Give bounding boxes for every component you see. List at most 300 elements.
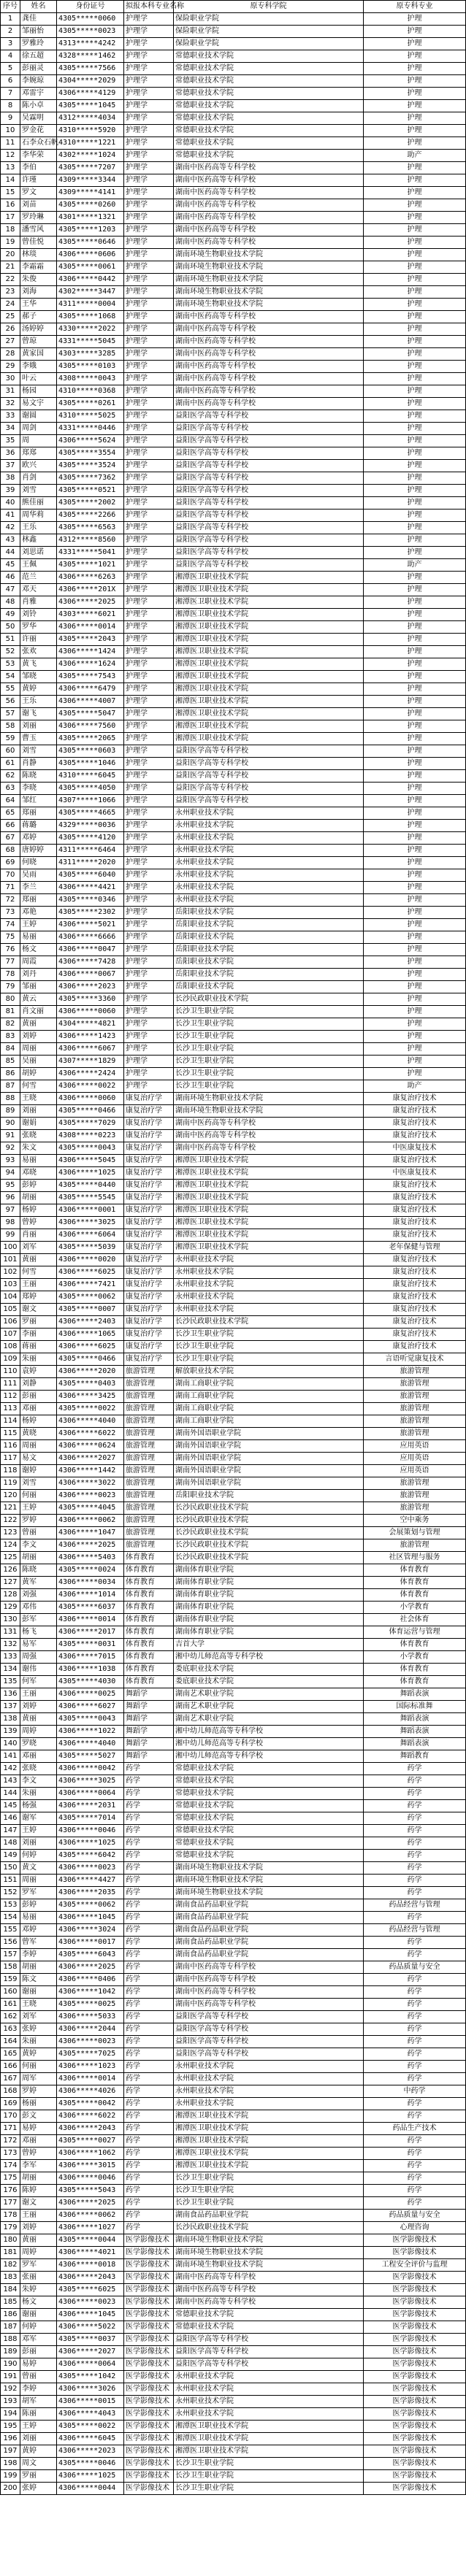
id-number: 4306*****3025	[57, 1775, 124, 1788]
student-name: 邓艳	[20, 907, 57, 919]
row-number: 33	[1, 410, 20, 423]
original-major: 应用英语	[364, 1453, 466, 1465]
student-name: 李兰	[20, 882, 57, 894]
row-number: 88	[1, 1093, 20, 1105]
original-college: 湘潭医卫职业技术学院	[174, 634, 364, 646]
table-row	[1, 1291, 466, 1304]
target-major: 药学	[124, 2148, 174, 2160]
student-name: 彭文	[20, 2110, 57, 2123]
student-name: 吴霖明	[20, 112, 57, 125]
original-college: 湖南艺术职业学院	[174, 1713, 364, 1726]
table-row	[1, 224, 466, 237]
student-name: 龚佳	[20, 13, 57, 26]
target-major: 医学影像技术	[124, 2421, 174, 2433]
student-name: 罗军	[20, 2259, 57, 2272]
id-number: 4306*****4021	[57, 2247, 124, 2259]
target-major: 护理学	[124, 224, 174, 237]
table-row	[1, 2272, 466, 2284]
header-original-major: 原专科专业	[364, 1, 466, 13]
target-major: 药学	[124, 2172, 174, 2185]
target-major: 舞蹈学	[124, 1713, 174, 1726]
row-number: 10	[1, 125, 20, 137]
target-major: 医学影像技术	[124, 2445, 174, 2458]
target-major: 康复治疗学	[124, 1279, 174, 1291]
student-name: 肖剑	[20, 472, 57, 485]
original-college: 湘潭医卫职业技术学院	[174, 733, 364, 745]
original-major: 药品经营与管理	[364, 1899, 466, 1912]
original-major: 护理	[364, 522, 466, 534]
target-major: 医学影像技术	[124, 2247, 174, 2259]
original-college: 长沙民政职业技术学院	[174, 2222, 364, 2234]
table-row	[1, 1589, 466, 1602]
id-number: 4306*****0606	[57, 249, 124, 261]
student-name: 何丽	[20, 2061, 57, 2073]
original-major: 医学影像技术	[364, 2483, 466, 2495]
table-row	[1, 212, 466, 224]
row-number: 4	[1, 50, 20, 63]
original-major: 护理	[364, 311, 466, 323]
table-row	[1, 559, 466, 572]
id-number: 4308*****0223	[57, 1130, 124, 1142]
row-number: 145	[1, 1800, 20, 1812]
table-row	[1, 1862, 466, 1875]
id-number: 4306*****0025	[57, 1688, 124, 1701]
original-college: 永州职业技术学院	[174, 1279, 364, 1291]
row-number: 192	[1, 2383, 20, 2396]
target-major: 体育教育	[124, 1614, 174, 1626]
original-major: 护理	[364, 212, 466, 224]
table-row	[1, 1391, 466, 1403]
target-major: 体育教育	[124, 1651, 174, 1664]
target-major: 护理学	[124, 460, 174, 472]
row-number: 194	[1, 2408, 20, 2421]
original-college: 益阳医学高等专科学校	[174, 534, 364, 547]
row-number: 62	[1, 770, 20, 783]
original-major: 护理	[364, 820, 466, 832]
id-number: 4305*****1042	[57, 2371, 124, 2383]
row-number: 197	[1, 2445, 20, 2458]
row-number: 170	[1, 2110, 20, 2123]
target-major: 医学影像技术	[124, 2358, 174, 2371]
original-major: 医学影像技术	[364, 2396, 466, 2408]
student-name: 邹丽	[20, 981, 57, 993]
original-major: 护理	[364, 1006, 466, 1018]
student-name: 许丽	[20, 634, 57, 646]
original-college: 湖南中医药高等专科学校	[174, 162, 364, 174]
student-name: 朱俊	[20, 274, 57, 286]
table-row	[1, 1465, 466, 1477]
target-major: 药学	[124, 1961, 174, 1974]
original-major: 老年保健与管理	[364, 1242, 466, 1254]
original-college: 永州职业技术学院	[174, 882, 364, 894]
original-major: 护理	[364, 75, 466, 88]
row-number: 73	[1, 907, 20, 919]
id-number: 4306*****7560	[57, 720, 124, 733]
target-major: 护理学	[124, 931, 174, 944]
student-name: 周婷	[20, 1726, 57, 1738]
student-name: 何雪	[20, 1080, 57, 1093]
original-college: 常德职业技术学院	[174, 1837, 364, 1850]
target-major: 康复治疗学	[124, 1118, 174, 1130]
target-major: 药学	[124, 2160, 174, 2172]
original-major: 护理	[364, 385, 466, 398]
row-number: 1	[1, 13, 20, 26]
row-number: 44	[1, 547, 20, 559]
target-major: 护理学	[124, 237, 174, 249]
target-major: 舞蹈学	[124, 1738, 174, 1750]
original-college: 永州职业技术学院	[174, 1266, 364, 1279]
id-number: 4305*****5039	[57, 1242, 124, 1254]
id-number: 4306*****1047	[57, 1527, 124, 1539]
target-major: 医学影像技术	[124, 2321, 174, 2334]
row-number: 77	[1, 956, 20, 969]
student-name: 谢文	[20, 1304, 57, 1316]
original-college: 湘潭医卫职业技术学院	[174, 658, 364, 671]
id-number: 4306*****2020	[57, 1366, 124, 1378]
original-major: 护理	[364, 348, 466, 361]
table-row	[1, 1564, 466, 1577]
id-number: 4305*****6025	[57, 2284, 124, 2296]
target-major: 医学影像技术	[124, 2433, 174, 2445]
original-college: 湘潭医卫职业技术学院	[174, 646, 364, 658]
table-row	[1, 1502, 466, 1515]
row-number: 191	[1, 2371, 20, 2383]
target-major: 康复治疗学	[124, 1167, 174, 1180]
row-number: 106	[1, 1316, 20, 1329]
table-row	[1, 2234, 466, 2247]
original-college: 长沙卫生职业学院	[174, 2458, 364, 2470]
target-major: 护理学	[124, 423, 174, 435]
original-major: 药品经营与管理	[364, 1924, 466, 1937]
id-number: 4306*****0018	[57, 2259, 124, 2272]
target-major: 药学	[124, 2023, 174, 2036]
table-row	[1, 1440, 466, 1453]
row-number: 59	[1, 733, 20, 745]
id-number: 4307*****1066	[57, 795, 124, 807]
original-major: 护理	[364, 845, 466, 857]
table-row	[1, 1924, 466, 1937]
student-name: 张晓	[20, 1130, 57, 1142]
table-row	[1, 187, 466, 199]
original-major: 护理	[364, 112, 466, 125]
student-name: 何丽	[20, 1490, 57, 1502]
student-name: 袁婷	[20, 1366, 57, 1378]
row-number: 189	[1, 2346, 20, 2358]
student-name: 邹红	[20, 795, 57, 807]
original-college: 长沙卫生职业学院	[174, 2172, 364, 2185]
row-number: 46	[1, 572, 20, 584]
row-number: 21	[1, 261, 20, 274]
target-major: 医学影像技术	[124, 2383, 174, 2396]
table-row	[1, 696, 466, 708]
target-major: 舞蹈学	[124, 1726, 174, 1738]
target-major: 医学影像技术	[124, 2346, 174, 2358]
original-college: 湘潭医卫职业技术学院	[174, 2433, 364, 2445]
original-college: 湖南中医药高等专科学校	[174, 1974, 364, 1986]
original-major: 护理	[364, 472, 466, 485]
target-major: 体育教育	[124, 1602, 174, 1614]
original-major: 医学影像技术	[364, 2309, 466, 2321]
original-major: 社会体育	[364, 1614, 466, 1626]
target-major: 药学	[124, 2135, 174, 2148]
original-college: 湘潭医卫职业技术学院	[174, 2160, 364, 2172]
row-number: 148	[1, 1837, 20, 1850]
original-major: 康复治疗技术	[364, 1118, 466, 1130]
id-number: 4305*****0025	[57, 1999, 124, 2011]
student-name: 罗玲琳	[20, 212, 57, 224]
id-number: 4306*****6263	[57, 572, 124, 584]
student-name: 刘强	[20, 1589, 57, 1602]
student-name: 黄文	[20, 1862, 57, 1875]
id-number: 4305*****0046	[57, 2458, 124, 2470]
student-name: 邓军	[20, 2334, 57, 2346]
target-major: 护理学	[124, 969, 174, 981]
row-number: 63	[1, 783, 20, 795]
row-number: 126	[1, 1564, 20, 1577]
target-major: 护理学	[124, 249, 174, 261]
id-number: 4306*****0023	[57, 1862, 124, 1875]
original-major: 药学	[364, 2036, 466, 2048]
row-number: 130	[1, 1614, 20, 1626]
table-row	[1, 162, 466, 174]
row-number: 2	[1, 26, 20, 38]
table-row	[1, 472, 466, 485]
original-major: 药学	[364, 1862, 466, 1875]
target-major: 护理学	[124, 38, 174, 50]
original-major: 旅游管理	[364, 1391, 466, 1403]
original-college: 常德职业技术学院	[174, 1825, 364, 1837]
student-name: 刘雪	[20, 745, 57, 758]
original-major: 护理	[364, 447, 466, 460]
target-major: 护理学	[124, 907, 174, 919]
table-row	[1, 1899, 466, 1912]
original-college: 益阳医学高等专科学校	[174, 423, 364, 435]
table-row	[1, 981, 466, 993]
original-college: 岳阳职业技术学院	[174, 981, 364, 993]
target-major: 医学影像技术	[124, 2259, 174, 2272]
original-college: 永州职业技术学院	[174, 2098, 364, 2110]
table-row	[1, 1949, 466, 1961]
student-name: 李伯	[20, 162, 57, 174]
row-number: 179	[1, 2222, 20, 2234]
student-name: 易丽	[20, 1155, 57, 1167]
original-college: 湖南中医药高等专科学校	[174, 385, 364, 398]
original-major: 助产	[364, 559, 466, 572]
id-number: 4306*****3026	[57, 2383, 124, 2396]
student-name: 刘苗	[20, 199, 57, 212]
table-row	[1, 783, 466, 795]
original-major: 旅游管理	[364, 1403, 466, 1415]
student-name: 罗婷	[20, 1515, 57, 1527]
target-major: 旅游管理	[124, 1527, 174, 1539]
original-college: 益阳医学高等专科学校	[174, 410, 364, 423]
original-college: 湘潭医卫职业技术学院	[174, 2421, 364, 2433]
row-number: 64	[1, 795, 20, 807]
student-name: 彭丽	[20, 2346, 57, 2358]
original-major: 医学影像技术	[364, 2408, 466, 2421]
row-number: 183	[1, 2272, 20, 2284]
original-major: 康复治疗技术	[364, 1291, 466, 1304]
table-row	[1, 323, 466, 336]
id-number: 4305*****3554	[57, 447, 124, 460]
table-row	[1, 2123, 466, 2135]
original-college: 湖南外国语职业学院	[174, 1440, 364, 1453]
table-row	[1, 832, 466, 845]
row-number: 67	[1, 832, 20, 845]
original-college: 湖南环境生物职业技术学院	[174, 1887, 364, 1899]
id-number: 4306*****0442	[57, 274, 124, 286]
table-row	[1, 596, 466, 609]
row-number: 58	[1, 720, 20, 733]
student-name: 何军	[20, 1676, 57, 1688]
row-number: 144	[1, 1788, 20, 1800]
student-name: 谢丽	[20, 2309, 57, 2321]
id-number: 4306*****2035	[57, 1887, 124, 1899]
target-major: 药学	[124, 1837, 174, 1850]
table-row	[1, 2445, 466, 2458]
id-number: 4331*****0446	[57, 423, 124, 435]
target-major: 护理学	[124, 299, 174, 311]
original-college: 湖南工商职业学院	[174, 1403, 364, 1415]
table-row	[1, 348, 466, 361]
student-name: 易婷	[20, 2123, 57, 2135]
id-number: 4310*****1221	[57, 137, 124, 150]
original-college: 湖南中医药高等专科学校	[174, 1118, 364, 1130]
id-number: 4306*****2017	[57, 1626, 124, 1639]
student-name: 叶云	[20, 373, 57, 385]
id-number: 4306*****2023	[57, 2445, 124, 2458]
id-number: 4306*****7421	[57, 1279, 124, 1291]
student-name: 张丽	[20, 2272, 57, 2284]
target-major: 药学	[124, 2048, 174, 2061]
target-major: 护理学	[124, 882, 174, 894]
row-number: 186	[1, 2309, 20, 2321]
student-name: 何晓	[20, 857, 57, 869]
original-major: 体育运营与管理	[364, 1626, 466, 1639]
id-number: 4306*****3024	[57, 1924, 124, 1937]
row-number: 30	[1, 373, 20, 385]
original-major: 护理	[364, 534, 466, 547]
id-number: 4305*****0042	[57, 2098, 124, 2110]
id-number: 4306*****2027	[57, 2346, 124, 2358]
id-number: 4305*****5047	[57, 708, 124, 720]
row-number: 176	[1, 2185, 20, 2197]
id-number: 4305*****7207	[57, 162, 124, 174]
original-major: 药学	[364, 1887, 466, 1899]
row-number: 159	[1, 1974, 20, 1986]
original-major: 药学	[364, 2172, 466, 2185]
id-number: 4305*****2302	[57, 907, 124, 919]
original-college: 保险职业学院	[174, 13, 364, 26]
original-major: 医学影像技术	[364, 2383, 466, 2396]
original-major: 药学	[364, 1788, 466, 1800]
row-number: 112	[1, 1391, 20, 1403]
target-major: 体育教育	[124, 1552, 174, 1564]
original-major: 药学	[364, 2048, 466, 2061]
original-major: 体育教育	[364, 1676, 466, 1688]
table-row	[1, 13, 466, 26]
table-row	[1, 2172, 466, 2185]
student-name: 杨婷	[20, 1204, 57, 1217]
original-college: 湖南中医药高等专科学校	[174, 311, 364, 323]
original-major: 药学	[364, 1763, 466, 1775]
original-college: 长沙卫生职业学院	[174, 1329, 364, 1341]
id-number: 4306*****1025	[57, 1167, 124, 1180]
target-major: 药学	[124, 2061, 174, 2073]
table-row	[1, 1875, 466, 1887]
target-major: 药学	[124, 1775, 174, 1788]
id-number: 4304*****2029	[57, 75, 124, 88]
target-major: 护理学	[124, 323, 174, 336]
target-major: 体育教育	[124, 1577, 174, 1589]
table-row	[1, 1093, 466, 1105]
target-major: 护理学	[124, 1056, 174, 1068]
id-number: 4305*****7362	[57, 472, 124, 485]
row-number: 168	[1, 2085, 20, 2098]
student-name: 彭丽	[20, 1391, 57, 1403]
original-college: 岳阳职业技术学院	[174, 1490, 364, 1502]
target-major: 康复治疗学	[124, 1217, 174, 1229]
student-name: 曾婷	[20, 2148, 57, 2160]
row-number: 121	[1, 1502, 20, 1515]
row-number: 16	[1, 199, 20, 212]
target-major: 护理学	[124, 137, 174, 150]
original-college: 湖南中医药高等专科学校	[174, 2284, 364, 2296]
student-name: 黄丽	[20, 2234, 57, 2247]
table-row	[1, 1726, 466, 1738]
target-major: 护理学	[124, 174, 174, 187]
row-number: 17	[1, 212, 20, 224]
id-number: 4306*****0023	[57, 2036, 124, 2048]
student-name: 刘静	[20, 1378, 57, 1391]
original-major: 护理	[364, 981, 466, 993]
row-number: 47	[1, 584, 20, 596]
original-college: 永州职业技术学院	[174, 1254, 364, 1266]
table-row	[1, 2296, 466, 2309]
original-major: 护理	[364, 745, 466, 758]
table-row	[1, 969, 466, 981]
original-major: 舞蹈教育	[364, 1750, 466, 1763]
original-college: 湘中幼儿师范高等专科学校	[174, 1738, 364, 1750]
table-row	[1, 584, 466, 596]
original-major: 康复治疗技术	[364, 1204, 466, 1217]
id-number: 4305*****1203	[57, 224, 124, 237]
target-major: 药学	[124, 1788, 174, 1800]
row-number: 167	[1, 2073, 20, 2085]
student-name: 郑郑	[20, 447, 57, 460]
target-major: 护理学	[124, 956, 174, 969]
row-number: 152	[1, 1887, 20, 1899]
student-name: 罗文	[20, 187, 57, 199]
table-row	[1, 1788, 466, 1800]
row-number: 55	[1, 683, 20, 696]
target-major: 护理学	[124, 646, 174, 658]
target-major: 护理学	[124, 150, 174, 162]
id-number: 4306*****2424	[57, 1068, 124, 1080]
original-college: 湘中幼儿师范高等专科学校	[174, 1750, 364, 1763]
original-college: 湘潭医卫职业技术学院	[174, 596, 364, 609]
target-major: 体育教育	[124, 1664, 174, 1676]
row-number: 200	[1, 2483, 20, 2495]
id-number: 4303*****6021	[57, 609, 124, 621]
original-college: 永州职业技术学院	[174, 2085, 364, 2098]
row-number: 138	[1, 1713, 20, 1726]
original-major: 药学	[364, 1850, 466, 1862]
student-name: 杨飞	[20, 1626, 57, 1639]
student-name: 刘铃	[20, 609, 57, 621]
original-college: 长沙卫生职业学院	[174, 1068, 364, 1080]
student-name: 朱丽	[20, 1353, 57, 1366]
